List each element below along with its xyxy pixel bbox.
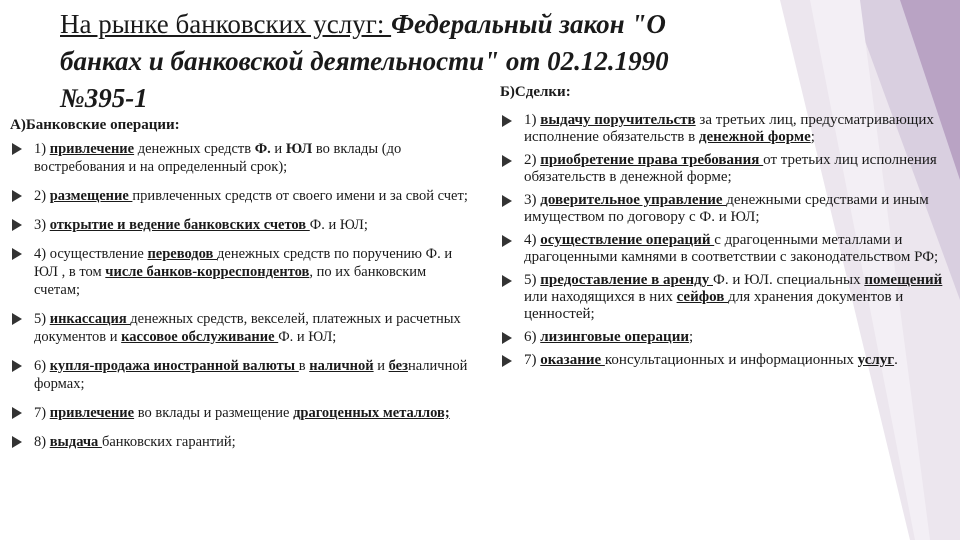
bullet-arrow-icon: [12, 190, 22, 202]
transactions-list: [500, 112, 950, 375]
item-text: 7): [524, 352, 541, 368]
bullet-arrow-icon: [12, 219, 22, 231]
left-list-item: [10, 216, 470, 234]
item-text: и: [270, 141, 286, 157]
bullet-arrow-icon: [502, 195, 512, 207]
item-text: Ф. и ЮЛ. специальных: [713, 272, 865, 288]
item-text: 6): [34, 358, 50, 374]
item-text: и: [373, 358, 389, 374]
bullet-arrow-icon: [12, 360, 22, 372]
item-text: во вклады (до востребования и на определенный срок);: [34, 141, 402, 175]
item-text: 5): [524, 272, 541, 288]
item-text: 1): [524, 112, 541, 128]
item-text: драгоценных металлов;: [293, 405, 450, 421]
item-text: , по их банковским счетам;: [34, 264, 427, 298]
item-text: .: [894, 352, 898, 368]
bullet-arrow-icon: [502, 275, 512, 287]
item-text: денежных средств, векселей, платежных и расчетных документов и: [34, 311, 461, 345]
item-text: с драгоценными металлами и драгоценными камнями в соответствии с законодательством РФ;: [524, 232, 939, 265]
item-text: предоставление в аренду: [540, 272, 713, 288]
item-text: Ф. и ЮЛ;: [278, 329, 337, 345]
bullet-arrow-icon: [502, 115, 512, 127]
item-text: 1): [34, 141, 50, 157]
item-text: 3): [34, 217, 50, 233]
left-list-item: [10, 404, 470, 422]
item-text: консультационных и информационных: [604, 352, 858, 368]
bullet-arrow-icon: [12, 248, 22, 260]
title-law: Федеральный закон "О банках и банковской деятельности" от 02.12.1990 №395-1: [60, 9, 669, 113]
bullet-arrow-icon: [502, 155, 512, 167]
bullet-arrow-icon: [12, 407, 22, 419]
item-text: 2): [34, 188, 50, 204]
bullet-arrow-icon: [12, 313, 22, 325]
item-text: ;: [810, 129, 815, 145]
item-text: 7): [34, 405, 50, 421]
item-text: привлечение: [49, 405, 135, 421]
right-list-item: [500, 329, 950, 346]
item-text: размещение: [49, 188, 133, 204]
item-text: наличной формах;: [34, 358, 468, 392]
right-list-item: [500, 232, 950, 266]
item-text: ;: [688, 329, 694, 345]
left-list-item: [10, 140, 470, 176]
item-text: числе банков-корреспондентов: [105, 264, 310, 280]
right-list-item: [500, 192, 950, 226]
item-text: наличной: [309, 358, 374, 374]
right-list-item: [500, 152, 950, 186]
page-title: [60, 6, 700, 117]
left-list-item: [10, 245, 470, 299]
left-list-item: [10, 433, 470, 451]
item-text: осуществление операций: [540, 232, 715, 248]
item-text: привлеченных средств от своего имени и за свой счет;: [132, 188, 468, 204]
item-text: ЮЛ: [285, 141, 313, 157]
item-text: 2): [524, 152, 541, 168]
item-text: денежными средствами и иным имуществом по договору с Ф. и ЮЛ;: [524, 192, 929, 225]
banking-operations-list: [10, 140, 470, 462]
title-intro: На рынке банковских услуг:: [60, 9, 392, 39]
item-text: от третьих лиц исполнения обязательств в денежной форме;: [524, 152, 937, 185]
item-text: 6): [524, 329, 541, 345]
item-text: 4) осуществление: [34, 246, 148, 262]
item-text: услуг: [857, 352, 895, 368]
item-text: 3): [524, 192, 541, 208]
item-text: приобретение права требования: [540, 152, 764, 168]
item-text: купля-продажа иностранной валюты: [49, 358, 299, 374]
right-list-item: [500, 352, 950, 369]
left-section-heading: А)Банковские операции:: [10, 117, 180, 133]
item-text: Ф.: [254, 141, 271, 157]
item-text: 8): [34, 434, 50, 450]
item-text: в: [298, 358, 310, 374]
item-text: денежной форме: [698, 129, 811, 145]
bullet-arrow-icon: [502, 332, 512, 344]
right-list-item: [500, 112, 950, 146]
item-text: без: [388, 358, 408, 374]
left-list-item: [10, 357, 470, 393]
item-text: банковских гарантий;: [101, 434, 236, 450]
item-text: выдачу поручительств: [540, 112, 696, 128]
item-text: привлечение: [49, 141, 135, 157]
item-text: денежных средств по поручению Ф. и ЮЛ , в том: [34, 246, 453, 280]
item-text: во вклады и размещение: [134, 405, 294, 421]
item-text: кассовое обслуживание: [121, 329, 279, 345]
item-text: лизинговые операции: [540, 329, 689, 345]
right-list-item: [500, 272, 950, 323]
right-section-heading: Б)Сделки:: [500, 84, 571, 100]
item-text: денежных средств: [134, 141, 255, 157]
bullet-arrow-icon: [12, 143, 22, 155]
item-text: доверительное управление: [540, 192, 727, 208]
bullet-arrow-icon: [12, 436, 22, 448]
item-text: для хранения документов и ценностей;: [524, 289, 904, 322]
item-text: за третьих лиц, предусматривающих исполнение обязательств в: [524, 112, 934, 145]
item-text: переводов: [147, 246, 217, 262]
item-text: оказание: [540, 352, 605, 368]
item-text: открытие и ведение банковских счетов: [49, 217, 310, 233]
item-text: Ф. и ЮЛ;: [309, 217, 368, 233]
item-text: или находящихся в них: [524, 289, 677, 305]
item-text: 5): [34, 311, 50, 327]
item-text: помещений: [864, 272, 943, 288]
bullet-arrow-icon: [502, 235, 512, 247]
item-text: инкассация: [49, 311, 131, 327]
left-list-item: [10, 310, 470, 346]
left-list-item: [10, 187, 470, 205]
item-text: 4): [524, 232, 541, 248]
item-text: сейфов: [676, 289, 729, 305]
bullet-arrow-icon: [502, 355, 512, 367]
item-text: выдача: [49, 434, 102, 450]
